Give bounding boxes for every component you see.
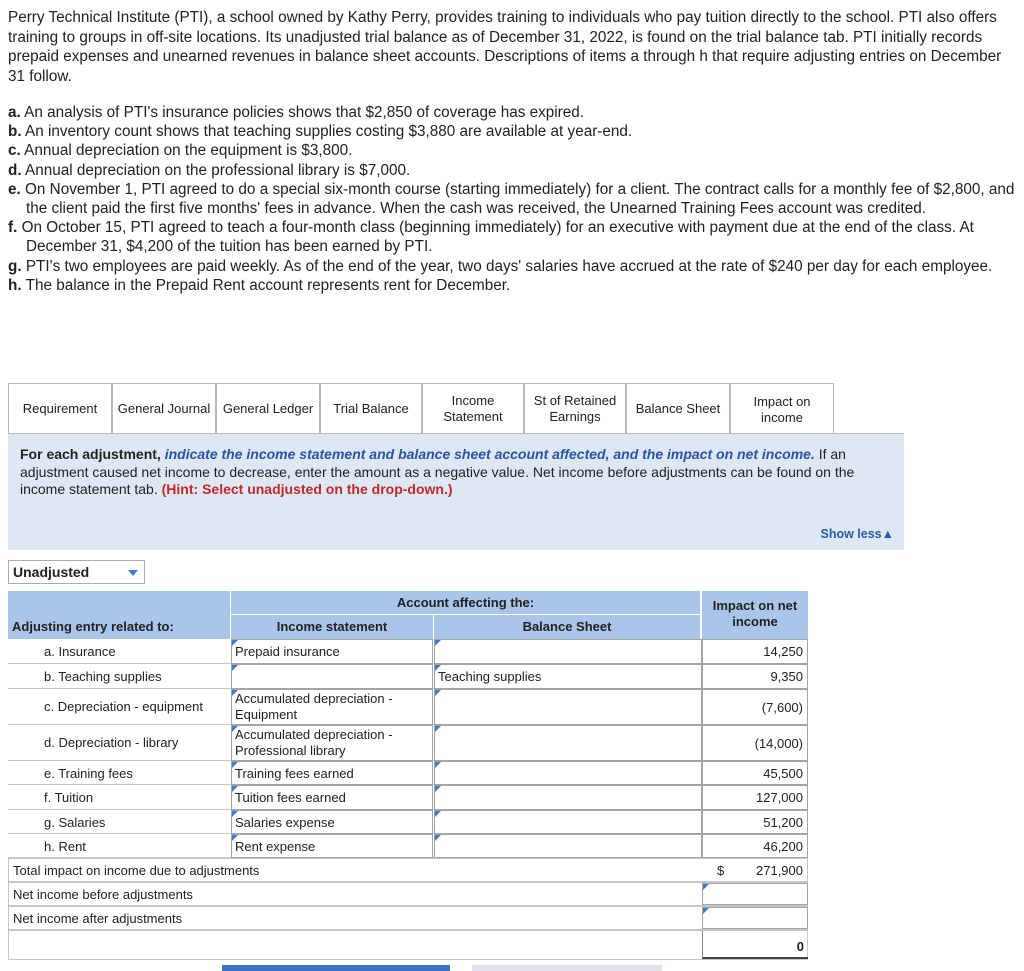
impact-input[interactable]: 14,250	[702, 639, 808, 664]
row-label: c. Depreciation - equipment	[44, 699, 203, 714]
item-g: g. PTI's two employees are paid weekly. As of the end of the year, two days' salaries have accrued at the rate of $240 per day for each employee.	[8, 257, 993, 275]
income-account-select[interactable]	[231, 664, 433, 689]
instruction-hint: (Hint: Select unadjusted on the drop-down.)	[161, 481, 453, 497]
tab-trial-balance[interactable]: Trial Balance	[320, 383, 422, 433]
dropdown-marker-icon	[232, 690, 238, 696]
tab-income-statement[interactable]: Income Statement	[422, 383, 524, 433]
balance-account-select[interactable]	[434, 810, 702, 834]
tab-impact-on-income[interactable]: Impact on income	[730, 383, 834, 435]
row-label: b. Teaching supplies	[44, 669, 162, 684]
dropdown-value: Unadjusted	[13, 564, 90, 580]
dropdown-marker-icon	[435, 835, 441, 841]
triangle-up-icon: ▲	[881, 526, 894, 541]
table-row	[8, 785, 803, 810]
balance-account-select[interactable]	[434, 785, 702, 810]
item-f: f. On October 15, PTI agreed to teach a four-month class (beginning immediately) for an executive with payment due at the end of the class. At December 31, $4,200 of the tuition has been earned by PTI.	[8, 219, 974, 256]
balance-account-select[interactable]	[434, 725, 702, 761]
before-row	[8, 882, 808, 906]
row-label: a. Insurance	[44, 644, 116, 659]
tab-retained-earnings[interactable]: St of Retained Earnings	[524, 383, 626, 433]
dropdown-marker-icon	[232, 640, 238, 646]
next-button[interactable]	[472, 965, 662, 971]
table-row	[8, 664, 803, 689]
dropdown-marker-icon	[232, 762, 238, 768]
show-less-link[interactable]: Show less▲	[820, 526, 894, 541]
income-account-select[interactable]: Rent expense	[231, 834, 433, 858]
tab-requirement[interactable]: Requirement	[8, 383, 112, 433]
impact-table	[8, 591, 808, 961]
balance-account-select[interactable]	[434, 689, 702, 725]
impact-input[interactable]: 127,000	[702, 785, 808, 810]
after-input[interactable]	[702, 907, 808, 929]
after-row	[8, 906, 808, 930]
table-row	[8, 761, 803, 785]
impact-input[interactable]: (7,600)	[702, 689, 808, 725]
final-row	[8, 930, 808, 960]
instruction-lead: For each adjustment,	[20, 446, 161, 462]
problem-intro: Perry Technical Institute (PTI), a school owned by Kathy Perry, provides training to individuals who pay tuition directly to the school. PTI also offers training to groups in off-site locations. Its unadjusted trial balance as of December 31, 2022, is found on the trial balance tab. PTI initially records prepaid expenses and unearned revenues in balance sheet accounts. Descriptions of items a through h that require adjusting entries on December 31 follow.	[8, 9, 1002, 85]
row-label: f. Tuition	[44, 790, 94, 805]
item-h: h. The balance in the Prepaid Rent account represents rent for December.	[8, 276, 511, 294]
row-label: h. Rent	[44, 839, 86, 854]
before-label: Net income before adjustments	[13, 887, 193, 902]
adjustment-items	[8, 103, 1018, 295]
impact-input[interactable]: (14,000)	[702, 725, 808, 761]
item-c: c. Annual depreciation on the equipment is $3,800.	[8, 142, 353, 160]
income-account-select[interactable]: Training fees earned	[231, 761, 433, 785]
account-affecting-header: Account affecting the:	[231, 591, 700, 614]
tab-general-journal[interactable]: General Journal	[112, 383, 216, 433]
dropdown-marker-icon	[703, 884, 709, 890]
impact-input[interactable]: 51,200	[702, 810, 808, 834]
dropdown-marker-icon	[232, 726, 238, 732]
total-row	[8, 858, 808, 882]
table-row	[8, 834, 803, 858]
income-account-select[interactable]: Tuition fees earned	[231, 785, 433, 810]
impact-input[interactable]: 9,350	[702, 664, 808, 689]
row-label: d. Depreciation - library	[44, 735, 179, 750]
final-total-cell: 0	[702, 931, 808, 959]
dropdown-marker-icon	[435, 762, 441, 768]
dropdown-marker-icon	[435, 726, 441, 732]
header-entry-cell	[8, 591, 230, 639]
balance-account-select[interactable]	[434, 834, 702, 858]
tab-general-ledger[interactable]: General Ledger	[216, 383, 320, 433]
caret-down-icon	[128, 570, 138, 576]
item-e: e. On November 1, PTI agreed to do a special six-month course (starting immediately) for a client. The contract calls for a monthly fee of $2,800, and the client paid the first five months' fees in advance. When the cash was received, the Unearned Training Fees account was credited.	[8, 180, 1015, 218]
table-row	[8, 689, 803, 725]
dropdown-marker-icon	[232, 786, 238, 792]
dropdown-marker-icon	[435, 690, 441, 696]
dropdown-marker-icon	[435, 665, 441, 671]
income-account-select[interactable]: Accumulated depreciation - Equipment	[231, 689, 433, 725]
item-b: b. An inventory count shows that teaching supplies costing $3,880 are available at year-end.	[8, 123, 633, 141]
row-label: g. Salaries	[44, 815, 106, 830]
balance-account-select[interactable]	[434, 761, 702, 785]
col-entry-header: Adjusting entry related to:	[12, 619, 174, 634]
prev-button[interactable]	[222, 965, 450, 971]
income-account-select[interactable]: Salaries expense	[231, 810, 433, 834]
dropdown-marker-icon	[232, 811, 238, 817]
instruction-body: If an adjustment caused net income to decrease, enter the amount as a negative value. Net income before adjustments can be found on the income statement tab.	[20, 446, 855, 497]
table-row	[8, 725, 803, 761]
balance-account-select[interactable]: Teaching supplies	[434, 664, 702, 689]
total-dollar: $	[717, 863, 725, 878]
instruction-emphasis: indicate the income statement and balance sheet account affected, and the impact on net income.	[164, 446, 815, 462]
col-income-header: Income statement	[231, 615, 433, 639]
dropdown-marker-icon	[435, 811, 441, 817]
total-label: Total impact on income due to adjustments	[13, 863, 260, 878]
row-label: e. Training fees	[44, 766, 133, 781]
before-input[interactable]	[702, 883, 808, 905]
impact-input[interactable]: 45,500	[702, 761, 808, 785]
item-d: d. Annual depreciation on the professional library is $7,000.	[8, 161, 411, 179]
after-label: Net income after adjustments	[13, 911, 183, 926]
impact-input[interactable]: 46,200	[702, 834, 808, 858]
impact-header: Impact on net income	[702, 591, 808, 639]
dropdown-marker-icon	[232, 665, 238, 671]
unadjusted-dropdown[interactable]	[8, 560, 145, 584]
dropdown-marker-icon	[232, 835, 238, 841]
income-account-select[interactable]: Prepaid insurance	[231, 639, 433, 664]
dropdown-marker-icon	[703, 908, 709, 914]
dropdown-marker-icon	[435, 640, 441, 646]
dropdown-marker-icon	[435, 786, 441, 792]
col-balance-header: Balance Sheet	[434, 615, 700, 639]
table-row	[8, 639, 803, 664]
total-value: 271,900	[756, 863, 803, 878]
tab-bar	[8, 383, 904, 435]
instructions-panel	[8, 434, 904, 550]
income-account-select[interactable]: Accumulated depreciation - Professional library	[231, 725, 433, 761]
balance-account-select[interactable]	[434, 639, 702, 664]
tab-balance-sheet[interactable]: Balance Sheet	[626, 383, 730, 433]
item-a: a. An analysis of PTI's insurance policies shows that $2,850 of coverage has expired.	[8, 104, 585, 121]
table-row	[8, 810, 803, 834]
